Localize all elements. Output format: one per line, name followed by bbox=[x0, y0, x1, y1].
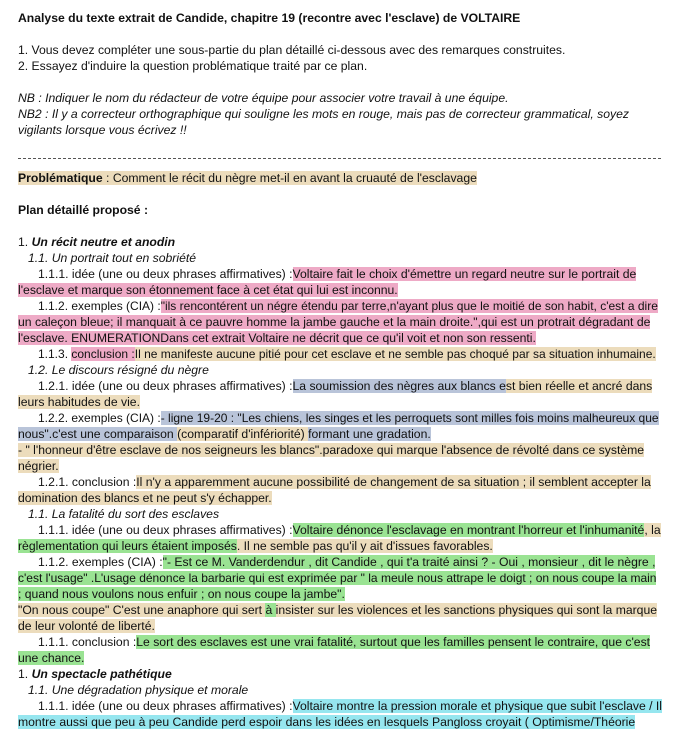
item-text: une chance. bbox=[18, 651, 85, 665]
item-text: négrier. bbox=[18, 459, 59, 473]
item-1-2-1-cont bbox=[18, 394, 140, 410]
item-prefix: 1.2.1. conclusion : bbox=[38, 475, 137, 489]
item-text: "On nous coupe" C'est une anaphore qui sert bbox=[18, 603, 266, 617]
item-1-2-2-cont2 bbox=[18, 442, 644, 458]
dashed-separator bbox=[18, 158, 661, 159]
item-fatalite-conclusion bbox=[38, 634, 650, 650]
subsection-2-1: 1.1. Une dégradation physique et morale bbox=[28, 683, 249, 697]
item-text: l'esclave et marque son étonnement face à cet état qui lui est inconnu. bbox=[18, 283, 398, 297]
item-2-1-1 bbox=[38, 698, 662, 714]
item-text: un caleçon bleue; il manquait à ce pauvre homme la jambe gauche et la main droite.",qui est un protrait dégradant de bbox=[18, 315, 651, 329]
instruction-2: 2. Essayez d'induire la question problématique traité par ce plan. bbox=[18, 59, 368, 73]
item-text: à bbox=[265, 603, 276, 617]
item-1-2-1-conclusion bbox=[38, 474, 651, 490]
section-title: Un récit neutre et anodin bbox=[31, 235, 176, 249]
item-text: domination des blancs et ne peut s'y échapper. bbox=[18, 491, 272, 505]
item-text: st bien réelle et ancré dans bbox=[505, 379, 653, 393]
item-text: nous".c'est une comparaison bbox=[18, 427, 178, 441]
section-number: 1. bbox=[18, 667, 32, 681]
item-1-2-2-cont bbox=[18, 426, 431, 442]
item-text: , la bbox=[644, 523, 661, 537]
item-1-2-1-conclusion-cont bbox=[18, 490, 272, 506]
item-fatalite-exemples-cont2 bbox=[18, 586, 345, 602]
item-1-2-2 bbox=[38, 410, 659, 426]
item-text: Voltaire fait le choix d'émettre un regard neutre sur le portrait de bbox=[292, 267, 637, 281]
item-1-1-2-cont2 bbox=[18, 330, 536, 346]
item-prefix: 1.1.3. bbox=[38, 347, 72, 361]
item-1-2-1 bbox=[38, 378, 652, 394]
item-text: - " l'honneur d'être esclave de nos seigneurs les blancs".paradoxe qui marque l'absence de révolté dans ce système bbox=[18, 443, 645, 457]
item-fatalite-idee bbox=[38, 522, 661, 538]
item-fatalite-exemples-cont bbox=[18, 570, 656, 586]
item-prefix: 1.1.1. conclusion : bbox=[38, 635, 137, 649]
item-text: Dans cet extrait Voltaire ne décrit que ce qu'il voit et non son ressenti. bbox=[160, 331, 536, 345]
conclusion-label: conclusion : bbox=[71, 347, 135, 361]
problematique-text: : Comment le récit du nègre met-il en avant la cruauté de l'esclavage bbox=[102, 171, 477, 185]
subsection-1-1: 1.1. Un portrait tout en sobriété bbox=[28, 251, 197, 265]
item-text: "- Est ce M. Vanderdendur , dit Candide , qui t'a traité ainsi ? - Oui , monsieur , dit le nègre , bbox=[162, 555, 656, 569]
item-text: Voltaire dénonce l'esclavage en montrant l'horreur et l'inhumanité bbox=[292, 523, 645, 537]
section-number: 1. bbox=[18, 235, 32, 249]
item-text: c'est l'usage" .L'usage dénonce la barbarie qui est exprimée par " la meule nous attrape le doigt ; on nous coupe la main bbox=[18, 571, 657, 585]
item-1-1-3 bbox=[38, 346, 656, 362]
item-prefix: 1.1.2. exemples (CIA) : bbox=[38, 555, 163, 569]
item-text: Il ne manifeste aucune pitié pour cet esclave et ne semble pas choqué par sa situation inhumaine. bbox=[134, 347, 656, 361]
item-text: Voltaire montre la pression morale et physique que subit l'esclave / Il bbox=[292, 699, 663, 713]
item-fatalite-exemples bbox=[38, 554, 655, 570]
item-text: l'esclave. ENUMERATION bbox=[18, 331, 161, 345]
note-nb2-cont: vigilants lorsque vous écrivez !! bbox=[18, 123, 187, 137]
item-prefix: 1.1.2. exemples (CIA) : bbox=[38, 299, 161, 313]
item-text: Le sort des esclaves est une vrai fatalité, surtout que les familles pensent le contraire, que c'est bbox=[136, 635, 651, 649]
item-text: ; quand nous voulons nous enfuir ; on nous coupe la jambe". bbox=[18, 587, 345, 601]
note-nb: NB : Indiquer le nom du rédacteur de votre équipe pour associer votre travail à une équipe. bbox=[18, 91, 509, 105]
subsection-fatalite: 1.1. La fatalité du sort des esclaves bbox=[28, 507, 220, 521]
item-prefix: 1.2.2. exemples (CIA) : bbox=[38, 411, 161, 425]
problematique bbox=[18, 170, 477, 186]
item-prefix: 1.2.1. idée (une ou deux phrases affirmatives) : bbox=[38, 379, 293, 393]
item-2-1-1-cont bbox=[18, 714, 635, 730]
item-text: . Il ne semble pas qu'il y ait d'issues favorables. bbox=[236, 539, 493, 553]
item-text: form bbox=[308, 427, 333, 441]
section-2-heading bbox=[18, 666, 172, 682]
item-text: insister sur les violences et les sanctions physiques qui sont la marque bbox=[275, 603, 658, 617]
item-text: règlementation qui leurs étaient imposés bbox=[18, 539, 237, 553]
item-prefix: 1.1.1. idée (une ou deux phrases affirmatives) : bbox=[38, 267, 293, 281]
subsection-1-2: 1.2. Le discours résigné du nègre bbox=[28, 363, 209, 377]
item-text: La soumission des nègres aux blancs e bbox=[292, 379, 506, 393]
item-text: "ils rencontérent un négre étendu par terre,n'ayant plus que le moitié de son habit, c'est a dire bbox=[160, 299, 658, 313]
item-1-2-2-cont3 bbox=[18, 458, 59, 474]
item-text: ant une gradation. bbox=[332, 427, 431, 441]
item-1-1-2-cont bbox=[18, 314, 650, 330]
item-text: - ligne 19-20 : "Les chiens, les singes et les perroquets sont milles fois moins malheureux que bbox=[160, 411, 659, 425]
item-text: leurs habitudes de vie. bbox=[18, 395, 140, 409]
problematique-label: Problématique bbox=[18, 171, 103, 185]
item-prefix: 1.1.1. idée (une ou deux phrases affirmatives) : bbox=[38, 699, 293, 713]
item-1-1-1 bbox=[38, 266, 636, 282]
item-prefix: 1.1.1. idée (une ou deux phrases affirmatives) : bbox=[38, 523, 293, 537]
item-fatalite-exemples-cont4 bbox=[18, 618, 155, 634]
item-text: montre aussi que peu à peu Candide perd espoir dans les idées en lesquels Pangloss croyait ( Optimisme/Théorie bbox=[18, 715, 636, 729]
note-nb2: NB2 : Il y a correcteur orthographique qui souligne les mots en rouge, mais pas de correcteur grammatical, soyez bbox=[18, 107, 630, 121]
item-fatalite-exemples-cont3 bbox=[18, 602, 657, 618]
item-text: Il n'y a apparemment aucune possibilité de changement de sa situation ; il semblent accepter la bbox=[136, 475, 651, 489]
instruction-1: 1. Vous devez compléter une sous-partie du plan détaillé ci-dessous avec des remarques construites. bbox=[18, 43, 566, 57]
item-text: de leur volonté de liberté. bbox=[18, 619, 155, 633]
item-text: (comparatif d'infériorité) bbox=[177, 427, 309, 441]
item-1-1-1-cont bbox=[18, 282, 398, 298]
section-title: Un spectacle pathétique bbox=[31, 667, 172, 681]
item-fatalite-conclusion-cont bbox=[18, 650, 84, 666]
item-fatalite-idee-cont bbox=[18, 538, 493, 554]
plan-heading: Plan détaillé proposé : bbox=[18, 203, 149, 217]
document-title: Analyse du texte extrait de Candide, chapitre 19 (recontre avec l'esclave) de VOLTAIRE bbox=[18, 11, 521, 25]
section-1-heading bbox=[18, 234, 175, 250]
item-1-1-2 bbox=[38, 298, 658, 314]
